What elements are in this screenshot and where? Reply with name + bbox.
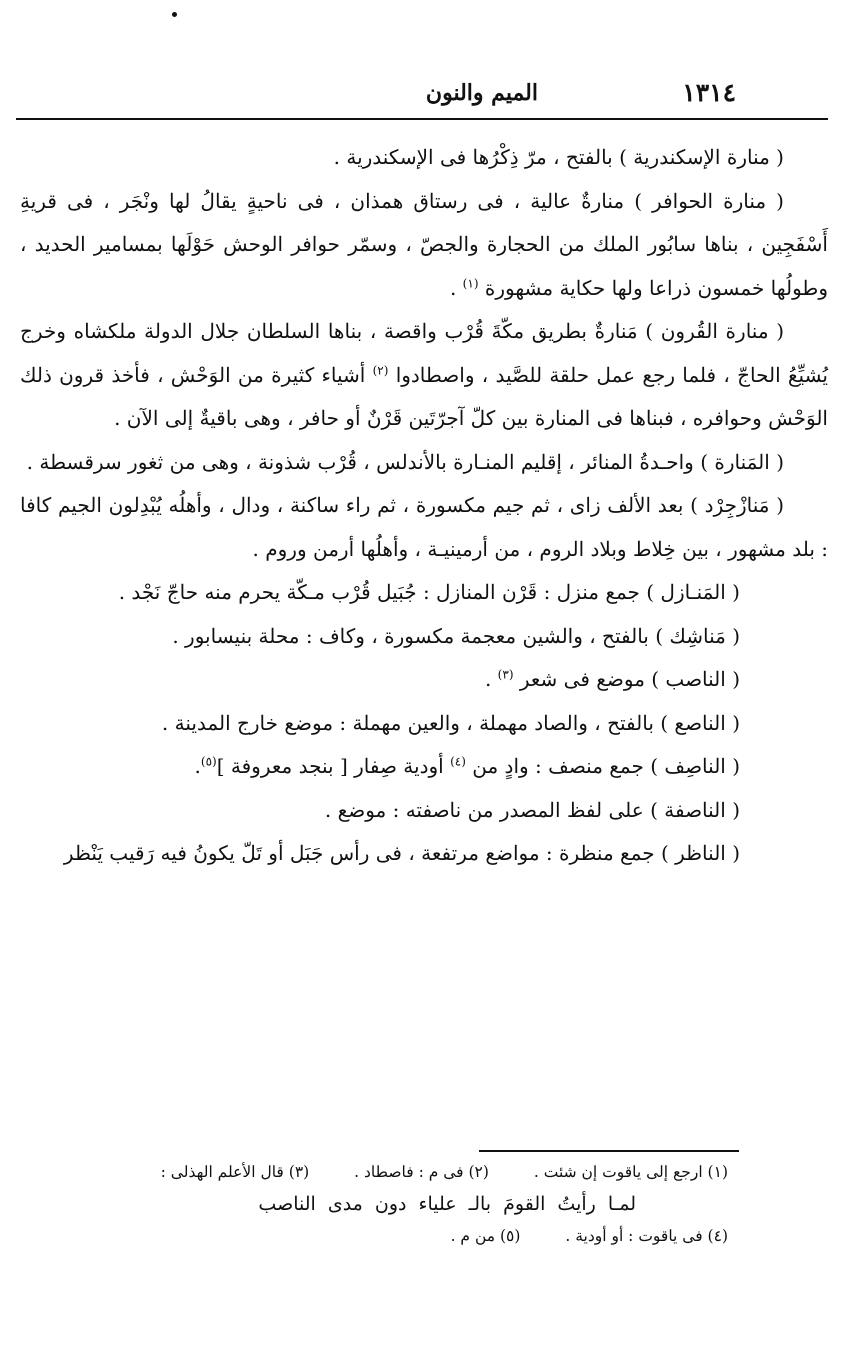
footnotes bbox=[20, 1158, 728, 1250]
page-number: ١٣١٤ bbox=[682, 78, 736, 107]
entry-al-nasif: ( الناصِف ) جمع منصف : وادٍ من $^{(٤)}$ أودية صِفار [ بنجد معروفة ]$^{(٥)}$. bbox=[194, 754, 740, 778]
entry-al-nasifa bbox=[20, 789, 828, 833]
entry-manarat-al-hawafir bbox=[20, 180, 828, 311]
footnote-rule bbox=[479, 1150, 739, 1152]
entry-al-manazil bbox=[20, 571, 828, 615]
footnote-line-3 bbox=[20, 1222, 728, 1250]
entry-al-nasi bbox=[20, 702, 828, 746]
footnote-ref: (٢) bbox=[372, 362, 389, 377]
entry-text: أودية صِفار [ بنجد معروفة ] bbox=[216, 754, 451, 778]
entry-text: . bbox=[484, 667, 498, 691]
main-text bbox=[20, 136, 828, 876]
entry-manarat-al-qurun bbox=[20, 310, 828, 441]
footnote-5: (٥) من م . bbox=[450, 1227, 521, 1245]
entry-al-nazir bbox=[20, 832, 828, 876]
header-rule bbox=[16, 118, 828, 120]
entry-text: ( منارة القُرون ) مَنارةٌ بطريق مكّةَ قُرْب واقصة ، بناها السلطان جلال الدولة ملكشاه وخرج يُشيِّعُ الحاجّ ، فلما رجع عمل حلقة للصَّيد ، واصطادوا bbox=[20, 319, 828, 387]
entry-text: أشياء كثيرة من الوَحْش ، فأخذ قرون ذلك الوَحْش وحوافره ، فبناها فى المنارة بين كلّ آجرّتَين قَرْنٌ أو حافر ، وهى باقيةٌ إلى الآن . bbox=[20, 362, 828, 430]
entry-text: ( الناصع ) بالفتح ، والصاد مهملة ، والعين مهملة : موضع خارج المدينة . bbox=[161, 710, 740, 735]
entry-manazjird bbox=[20, 484, 828, 571]
footnote-4: (٤) فى ياقوت : أو أودية . bbox=[565, 1227, 728, 1245]
footnote-3: (٣) قال الأعلم الهذلى : bbox=[160, 1163, 310, 1181]
entry-manashik bbox=[20, 615, 828, 659]
footnote-ref: (٥) bbox=[200, 754, 217, 769]
entry-text: ( الناظر ) جمع منظرة : مواضع مرتفعة ، فى رأس جَبَل أو تَلّ يكونُ فيه رَقيب يَنْظر bbox=[63, 841, 740, 865]
footnote-ref: (١) bbox=[462, 275, 479, 290]
footnote-ref: (٤) bbox=[450, 754, 466, 769]
running-title: الميم والنون bbox=[425, 80, 538, 106]
entry-text: ( الناصب ) موضع فى شعر bbox=[519, 667, 740, 691]
page-header bbox=[16, 78, 828, 112]
footnote-line-1 bbox=[20, 1158, 728, 1186]
entry-text: ( المَنارة ) واحـدةُ المنائر ، إقليم المنـارة بالأندلس ، قُرْب شذونة ، وهى من ثغور سرقسطة . bbox=[26, 449, 784, 474]
entry-manarat-al-iskandariya bbox=[20, 136, 828, 180]
entry-text: ( مَناشِك ) بالفتح ، والشين معجمة مكسورة ، وكاف : محلة بنيسابور . bbox=[172, 623, 740, 648]
footnote-2: (٢) فى م : فاصطاد . bbox=[354, 1163, 489, 1181]
footnote-1: (١) ارجع إلى ياقوت إن شئت . bbox=[533, 1163, 728, 1181]
entry-text: ( الناصِف ) جمع منصف : وادٍ من bbox=[472, 754, 740, 778]
entry-text: . bbox=[449, 275, 463, 300]
entry-text: ( الناصفة ) على لفظ المصدر من ناصفته : موضع . bbox=[324, 797, 740, 822]
ink-speck bbox=[172, 12, 177, 17]
entry-text: ( المَنـازل ) جمع منزل : قَرْن المنازل : جُبَيل قُرْب مـكّة يحرم منه حاجّ نَجْد . bbox=[118, 580, 740, 604]
entry-text: ( مَنازْجِرْد ) بعد الألف زاى ، ثم جيم مكسورة ، ثم راء ساكنة ، ودال ، وأهلُه يُبْدِلون الجيم كافا : بلد مشهور ، بين خِلاط وبلاد الروم ، من أرمينيـة ، وأهلُها أرمن وروم . bbox=[20, 493, 828, 561]
entry-text: ( منارة الحوافر ) منارةٌ عالية ، فى رستاق همذان ، فى ناحيةٍ يقالُ لها ونْجَر ، فى قريةِ أَسْفَجِين ، بناها سابُور الملك من الحجارة والجصّ ، وسمّر حوافر الوحش حَوْلَها بمسامير الحديد ، وطولُها خمسون ذراعا ولها حكاية مشهورة bbox=[20, 188, 828, 300]
footnote-ref: (٣) bbox=[497, 667, 514, 682]
entry-al-manara bbox=[20, 441, 828, 485]
entry-text: ( منارة الإسكندرية ) بالفتح ، مرّ ذِكْرُها فى الإسكندرية . bbox=[333, 145, 784, 169]
footnote-verse: لمـا رأيتُ القومَ بالـ علياء دون مدى الناصب bbox=[258, 1193, 636, 1215]
entry-al-nasib bbox=[20, 658, 828, 702]
